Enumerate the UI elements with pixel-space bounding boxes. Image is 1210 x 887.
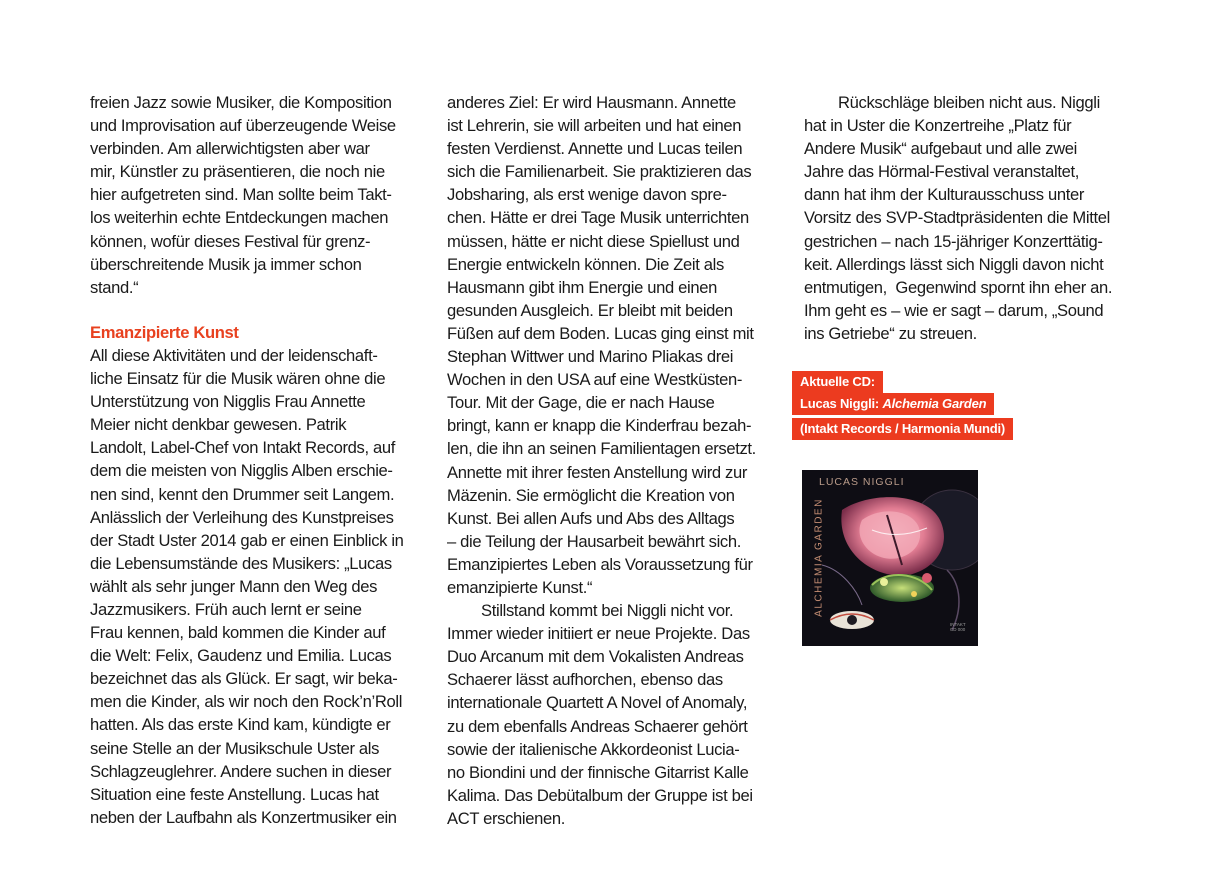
text-line: Hausmann gibt ihm Energie und einen bbox=[447, 277, 718, 297]
text-line: Jobsharing, als erst wenige davon spre- bbox=[447, 185, 727, 205]
text-line: Kunst. Bei allen Aufs und Abs des Alltags bbox=[447, 508, 735, 528]
text-line: dann hat ihm der Kulturausschuss unter bbox=[804, 185, 1085, 205]
cover-artwork bbox=[802, 470, 978, 646]
cd-album: Alchemia Garden bbox=[882, 396, 987, 411]
cd-cover-image bbox=[802, 470, 978, 646]
cover-artist-text: LUCAS NIGGLI bbox=[819, 476, 905, 488]
text-line: anderes Ziel: Er wird Hausmann. Annette bbox=[447, 93, 736, 112]
text-line: – die Teilung der Hausarbeit bewährt sich. bbox=[447, 531, 742, 551]
text-line: Stephan Wittwer und Marino Pliakas drei bbox=[447, 347, 734, 367]
text-line: die Lebensumstände des Musikers: „Lucas bbox=[90, 553, 392, 573]
cover-label-logo bbox=[950, 622, 966, 632]
text-line: Jazzmusikers. Früh auch lernt er seine bbox=[90, 599, 362, 619]
text-line: ACT erschienen. bbox=[447, 808, 566, 828]
text-line: Jahre das Hörmal-Festival veranstaltet, bbox=[804, 162, 1080, 182]
text-line: dem die meisten von Nigglis Alben erschie- bbox=[90, 461, 393, 481]
text-line: Füßen auf dem Boden. Lucas ging einst mit bbox=[447, 323, 754, 343]
cd-label-tag: Aktuelle CD: bbox=[792, 371, 883, 393]
text-line: freien Jazz sowie Musiker, die Komposition bbox=[90, 93, 392, 112]
text-line: neben der Laufbahn als Konzertmusiker ein bbox=[90, 807, 397, 827]
text-line: müssen, hätte er nicht diese Spiellust und bbox=[447, 231, 740, 251]
text-line: Landolt, Label-Chef von Intakt Records, auf bbox=[90, 438, 396, 458]
paragraph-first-line: Stillstand kommt bei Niggli nicht vor. bbox=[481, 601, 734, 621]
cd-label-info-tag: (Intakt Records / Harmonia Mundi) bbox=[792, 418, 1013, 440]
text-line: die Welt: Felix, Gaudenz und Emilia. Lucas bbox=[90, 646, 392, 666]
text-line: zu dem ebenfalls Andreas Schaerer gehört bbox=[447, 716, 748, 736]
text-line: nen sind, kennt den Drummer seit Langem. bbox=[90, 484, 395, 504]
text-line: Anlässlich der Verleihung des Kunstpreises bbox=[90, 507, 394, 527]
cover-title-text: ALCHEMIA GARDEN bbox=[813, 498, 825, 617]
text-line: All diese Aktivitäten und der leidenschaft- bbox=[90, 345, 378, 365]
text-line: Meier nicht denkbar gewesen. Patrik bbox=[90, 415, 347, 435]
text-line: stand.“ bbox=[90, 277, 139, 297]
text-line: men die Kinder, als wir noch den Rock’n’Roll bbox=[90, 692, 403, 712]
article-column-2 bbox=[447, 91, 787, 830]
text-line: Mäzenin. Sie ermöglicht die Kreation von bbox=[447, 485, 735, 505]
text-line: Kalima. Das Debütalbum der Gruppe ist bei bbox=[447, 785, 753, 805]
cd-title-tag bbox=[792, 393, 994, 415]
text-line: Emanzipiertes Leben als Voraussetzung für bbox=[447, 554, 753, 574]
text-line: ist Lehrerin, sie will arbeiten und hat einen bbox=[447, 116, 742, 136]
article-column-3 bbox=[804, 91, 1134, 345]
cover-label-line: CD 000 bbox=[950, 627, 966, 632]
text-line: Vorsitz des SVP-Stadtpräsidenten die Mittel bbox=[804, 208, 1110, 228]
section-subheading: Emanzipierte Kunst bbox=[90, 322, 239, 342]
text-line: hatten. Als das erste Kind kam, kündigte er bbox=[90, 715, 391, 735]
text-line: Duo Arcanum mit dem Vokalisten Andreas bbox=[447, 647, 744, 667]
text-line: no Biondini und der finnische Gitarrist Kalle bbox=[447, 762, 749, 782]
text-line: Annette mit ihrer festen Anstellung wird zur bbox=[447, 462, 748, 482]
text-line: sowie der italienische Akkordeonist Lucia- bbox=[447, 739, 740, 759]
text-line: bringt, kann er knapp die Kinderfrau bezah- bbox=[447, 416, 752, 436]
text-line: hier aufgetreten sind. Man sollte beim Takt- bbox=[90, 185, 392, 205]
text-line: überschreitende Musik ja immer schon bbox=[90, 254, 362, 274]
text-line: Immer wieder initiiert er neue Projekte. Das bbox=[447, 624, 750, 644]
text-line: Tour. Mit der Gage, die er nach Hause bbox=[447, 393, 715, 413]
text-line: Unterstützung von Nigglis Frau Annette bbox=[90, 392, 366, 412]
text-line: und Improvisation auf überzeugende Weise bbox=[90, 116, 396, 136]
text-line: internationale Quartett A Novel of Anomaly, bbox=[447, 693, 748, 713]
text-line: emanzipierte Kunst.“ bbox=[447, 577, 593, 597]
text-line: Schlagzeuglehrer. Andere suchen in dieser bbox=[90, 761, 392, 781]
article-column-1 bbox=[90, 91, 420, 829]
text-line: hat in Uster die Konzertreihe „Platz für bbox=[804, 116, 1072, 136]
paragraph-first-line: Rückschläge bleiben nicht aus. Niggli bbox=[838, 93, 1100, 112]
text-line: liche Einsatz für die Musik wären ohne die bbox=[90, 369, 386, 389]
text-line: Wochen in den USA auf eine Westküsten- bbox=[447, 370, 743, 390]
text-line: Ihm geht es – wie er sagt – darum, „Sound bbox=[804, 300, 1104, 320]
cd-artist: Lucas Niggli: bbox=[800, 396, 883, 411]
text-line: Schaerer lässt aufhorchen, ebenso das bbox=[447, 670, 723, 690]
text-line: Frau kennen, bald kommen die Kinder auf bbox=[90, 623, 386, 643]
text-line: bezeichnet das als Glück. Er sagt, wir beka- bbox=[90, 669, 398, 689]
text-line: sich die Familienarbeit. Sie praktizieren das bbox=[447, 162, 752, 182]
text-line: ins Getriebe“ zu streuen. bbox=[804, 323, 977, 343]
text-line: seine Stelle an der Musikschule Uster als bbox=[90, 738, 380, 758]
text-line: mir, Künstler zu präsentieren, die noch nie bbox=[90, 162, 385, 182]
text-line: wählt als sehr junger Mann den Weg des bbox=[90, 576, 378, 596]
text-line: keit. Allerdings lässt sich Niggli davon nicht bbox=[804, 254, 1104, 274]
text-line: verbinden. Am allerwichtigsten aber war bbox=[90, 139, 370, 159]
text-line: gestrichen – nach 15-jähriger Konzerttätig- bbox=[804, 231, 1103, 251]
text-line: gesunden Ausgleich. Er bleibt mit beiden bbox=[447, 300, 733, 320]
text-line: Andere Musik“ aufgebaut und alle zwei bbox=[804, 139, 1078, 159]
text-line: können, wofür dieses Festival für grenz- bbox=[90, 231, 371, 251]
text-line: chen. Hätte er drei Tage Musik unterrichten bbox=[447, 208, 749, 228]
text-line: der Stadt Uster 2014 gab er einen Einblick in bbox=[90, 530, 404, 550]
text-line: entmutigen, Gegenwind spornt ihn eher an. bbox=[804, 277, 1113, 297]
text-line: len, die ihn an seinen Familientagen ersetzt. bbox=[447, 439, 756, 459]
text-line: festen Verdienst. Annette und Lucas teilen bbox=[447, 139, 743, 159]
text-line: Energie entwickeln können. Die Zeit als bbox=[447, 254, 724, 274]
text-line: los weiterhin echte Entdeckungen machen bbox=[90, 208, 389, 228]
text-line: Situation eine feste Anstellung. Lucas hat bbox=[90, 784, 379, 804]
cover-label-line: INTAKT bbox=[950, 622, 966, 627]
